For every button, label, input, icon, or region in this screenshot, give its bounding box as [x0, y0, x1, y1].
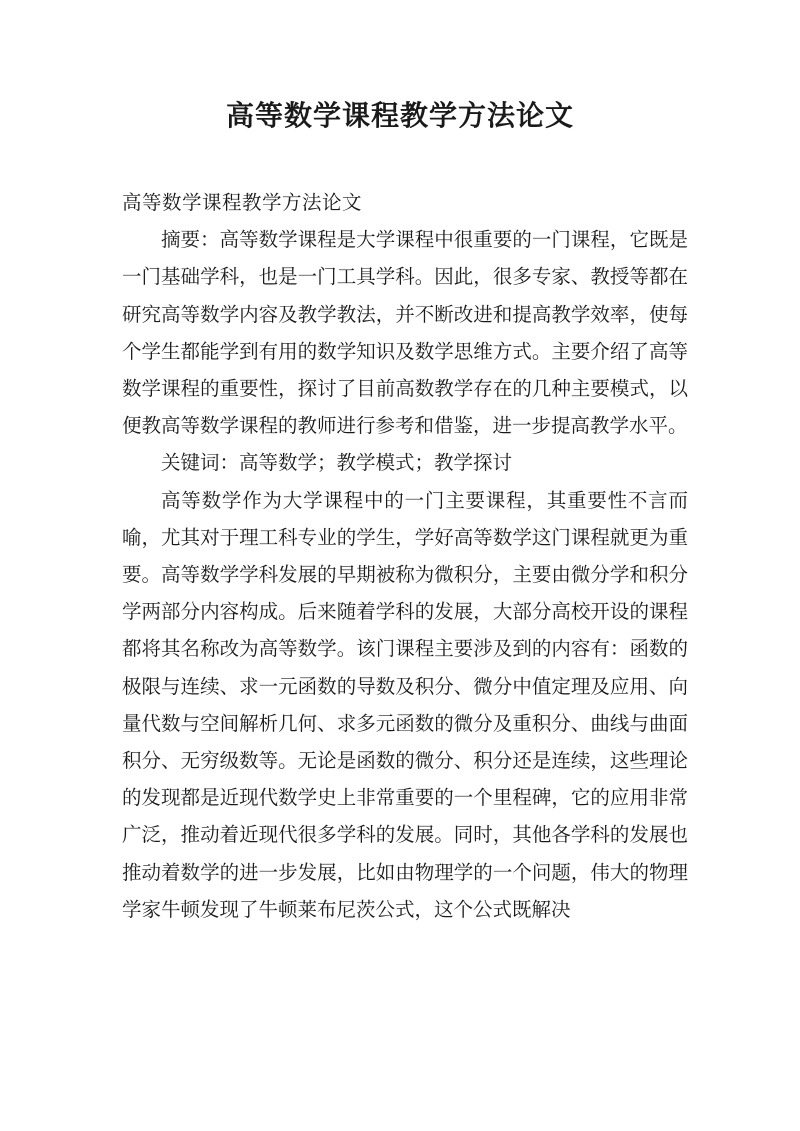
keywords-line: 关键词：高等数学；教学模式；教学探讨	[161, 451, 513, 475]
document-body	[122, 184, 688, 928]
document-subtitle: 高等数学课程教学方法论文	[122, 191, 363, 214]
body-paragraph: 高等数学作为大学课程中的一门主要课程，其重要性不言而喻，尤其对于理工科专业的学生，学好高等数学这门课程就更为重要。高等数学学科发展的早期被称为微积分，主要由微分学和积分学两部分内容构成。后来随着学科的发展，大部分高校开设的课程都将其名称改为高等数学。该门课程主要涉及到的内容有：函数的极限与连续、求一元函数的导数及积分、微分中值定理及应用、向量代数与空间解析几何、求多元函数的微分及重积分、曲线与曲面积分、无穷级数等。无论是函数的微分、积分还是连续，这些理论的发现都是近现代数学史上非常重要的一个里程碑，它的应用非常广泛，推动着近现代很多学科的发展。同时，其他各学科的发展也推动着数学的进一步发展，比如由物理学的一个问题，伟大的物理学家牛顿发现了牛顿莱布尼茨公式，这个公式既解决	[122, 488, 688, 921]
abstract-paragraph: 摘要：高等数学课程是大学课程中很重要的一门课程，它既是一门基础学科，也是一门工具学科。因此，很多专家、教授等都在研究高等数学内容及教学教法，并不断改进和提高教学效率，使每个学生都能学到有用的数学知识及数学思维方式。主要介绍了高等数学课程的重要性，探讨了目前高数教学存在的几种主要模式，以便教高等数学课程的教师进行参考和借鉴，进一步提高教学水平。	[122, 228, 688, 438]
document-title: 高等数学课程教学方法论文	[225, 99, 574, 132]
